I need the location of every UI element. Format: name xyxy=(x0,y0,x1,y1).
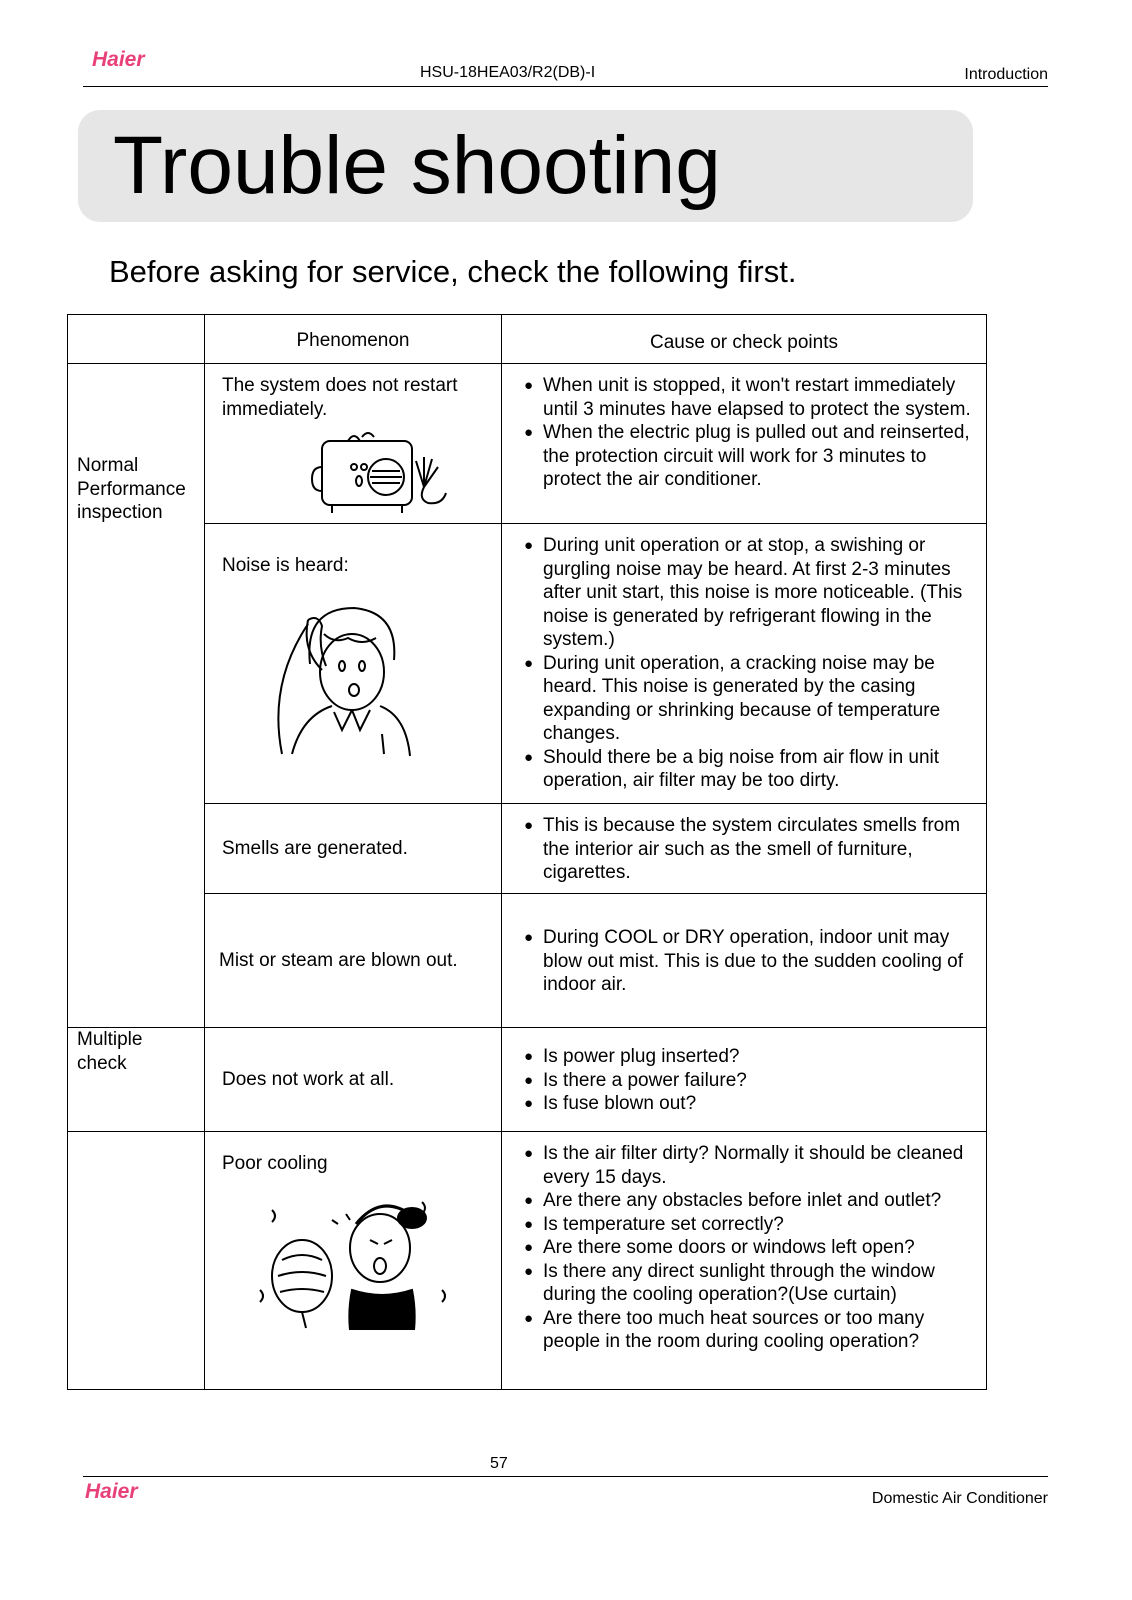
table-header-row xyxy=(68,315,987,364)
table-row xyxy=(68,894,987,1028)
cause-cell xyxy=(502,1028,987,1132)
cause-item: ● Is there a power failure? xyxy=(524,1069,978,1093)
phenomenon-cell xyxy=(205,1028,502,1132)
category-label: Multiple check xyxy=(77,1029,143,1074)
page-title: Trouble shooting xyxy=(113,120,721,211)
footer-text: Domestic Air Conditioner xyxy=(871,1490,1048,1507)
cause-cell xyxy=(502,894,987,1028)
header-cell-cause: Cause or check points xyxy=(502,315,987,364)
phenomenon-text: The system does not restart immediately. xyxy=(222,375,458,420)
phenomenon-cell xyxy=(205,524,502,804)
cause-item: ● Are there some doors or windows left open? xyxy=(524,1236,978,1260)
header-cell-category xyxy=(68,315,205,364)
page-number: 57 xyxy=(490,1455,508,1472)
haier-logo-footer: Haier xyxy=(85,1480,138,1503)
cause-item: ● When the electric plug is pulled out and reinserted, the protection circuit will work for 3 minutes to protect the air conditioner. xyxy=(524,421,978,492)
section-name: Introduction xyxy=(964,66,1048,83)
page-subtitle: Before asking for service, check the following first. xyxy=(109,254,797,289)
table-row xyxy=(68,524,987,804)
table-row xyxy=(68,1132,987,1390)
phenomenon-text: Noise is heard: xyxy=(222,555,349,576)
phenomenon-text: Smells are generated. xyxy=(222,837,408,859)
cause-list xyxy=(524,1045,978,1116)
cause-item: ● Is the air filter dirty? Normally it should be cleaned every 15 days. xyxy=(524,1142,978,1189)
troubleshooting-table xyxy=(67,314,987,1390)
cause-list xyxy=(524,1142,978,1354)
cause-cell xyxy=(502,1132,987,1390)
phenomenon-cell xyxy=(205,894,502,1028)
category-normal-performance xyxy=(68,364,205,1028)
cause-list xyxy=(524,534,978,793)
cause-item: ● During unit operation, a cracking noise may be heard. This noise is generated by the casing expanding or shrinking because of temperature changes. xyxy=(524,652,978,746)
unit-with-hand-icon xyxy=(302,427,472,519)
category-empty xyxy=(68,1132,205,1390)
cause-cell xyxy=(502,804,987,894)
phenomenon-text: Mist or steam are blown out. xyxy=(219,949,458,971)
cause-list xyxy=(524,374,978,492)
phenomenon-cell xyxy=(205,804,502,894)
cause-cell xyxy=(502,524,987,804)
cause-item: ● Is fuse blown out? xyxy=(524,1092,978,1116)
phenomenon-text: Poor cooling xyxy=(222,1153,328,1174)
category-label: Normal Performance inspection xyxy=(77,455,186,523)
cause-item: ● Is power plug inserted? xyxy=(524,1045,978,1069)
cause-list xyxy=(524,814,978,885)
cause-item: ● Are there too much heat sources or too many people in the room during cooling operation? xyxy=(524,1307,978,1354)
footer-divider xyxy=(83,1476,1048,1477)
table-row xyxy=(68,804,987,894)
table-row xyxy=(68,364,987,524)
cause-item: ● This is because the system circulates smells from the interior air such as the smell of furniture, cigarettes. xyxy=(524,814,978,885)
phenomenon-cell xyxy=(205,1132,502,1390)
header-divider xyxy=(83,86,1048,87)
cause-list xyxy=(524,926,978,997)
cause-item: ● During COOL or DRY operation, indoor unit may blow out mist. This is due to the sudden cooling of indoor air. xyxy=(524,926,978,997)
cause-item: ● Are there any obstacles before inlet and outlet? xyxy=(524,1189,978,1213)
haier-logo: Haier xyxy=(92,48,145,71)
model-number: HSU-18HEA03/R2(DB)-I xyxy=(420,64,596,81)
cause-cell xyxy=(502,364,987,524)
cause-item: ● Is there any direct sunlight through the window during the cooling operation?(Use curtain) xyxy=(524,1260,978,1307)
hot-person-fanning-icon xyxy=(252,1190,452,1330)
category-multiple-check xyxy=(68,1028,205,1132)
person-listening-icon xyxy=(262,594,412,764)
phenomenon-cell xyxy=(205,364,502,524)
cause-item: ● Should there be a big noise from air flow in unit operation, air filter may be too dirty. xyxy=(524,746,978,793)
cause-item: ● Is temperature set correctly? xyxy=(524,1213,978,1237)
header-cell-phenomenon: Phenomenon xyxy=(205,315,502,364)
phenomenon-text: Does not work at all. xyxy=(222,1068,395,1090)
table-row xyxy=(68,1028,987,1132)
cause-item: ● When unit is stopped, it won't restart immediately until 3 minutes have elapsed to protect the system. xyxy=(524,374,978,421)
cause-item: ● During unit operation or at stop, a swishing or gurgling noise may be heard. At first 2-3 minutes after unit start, this noise is more noticeable. (This noise is generated by refrigerant flowing in the system.) xyxy=(524,534,978,652)
